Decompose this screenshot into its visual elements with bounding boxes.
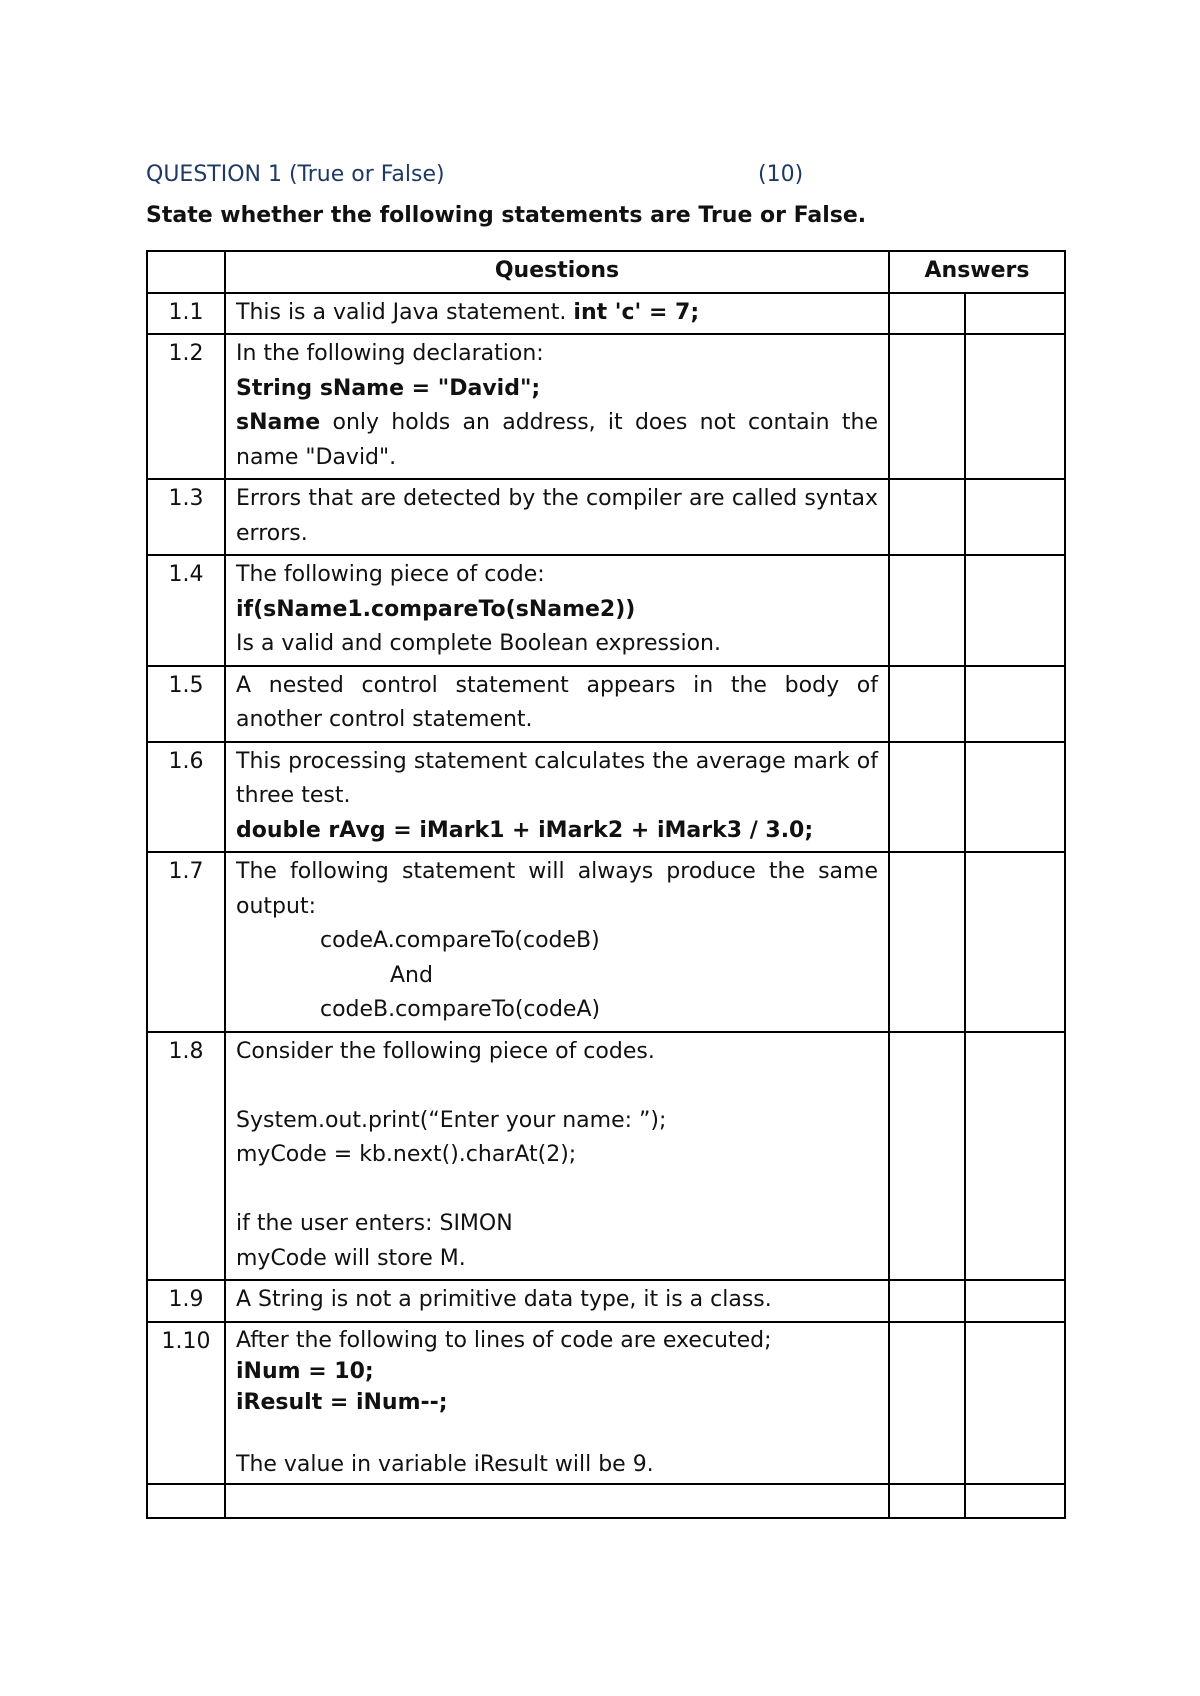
answer-cell[interactable]: [889, 666, 965, 742]
question-number: 1.1: [147, 293, 225, 335]
question-line: After the following to lines of code are executed;: [236, 1327, 772, 1353]
question-number: 1.6: [147, 742, 225, 853]
answer-cell[interactable]: [889, 555, 965, 666]
answer-cell[interactable]: [889, 852, 965, 1032]
answer-cell[interactable]: [965, 1280, 1065, 1322]
question-line: A nested control statement appears in the body of another control statement.: [236, 672, 878, 732]
answer-cell[interactable]: [965, 666, 1065, 742]
question-line: Consider the following piece of codes.: [236, 1038, 655, 1064]
question-line: Is a valid and complete Boolean expression.: [236, 631, 721, 656]
answer-cell[interactable]: [889, 479, 965, 555]
answer-cell[interactable]: [965, 1032, 1065, 1281]
instruction-text: State whether the following statements are True or False.: [146, 203, 867, 228]
question-text: [225, 334, 889, 479]
table-row: [147, 1032, 1065, 1281]
blank-line: [236, 1173, 878, 1208]
table-header-row: [147, 251, 1065, 293]
answer-cell[interactable]: [889, 1484, 965, 1518]
answers-header: Answers: [889, 251, 1065, 293]
answer-cell[interactable]: [965, 852, 1065, 1032]
code-snippet: iNum = 10;: [236, 1358, 374, 1384]
question-text: [225, 479, 889, 555]
connector-word: And: [390, 962, 433, 988]
question-line: The value in variable iResult will be 9.: [236, 1451, 654, 1477]
answer-cell[interactable]: [889, 1032, 965, 1281]
question-marks: (10): [758, 162, 804, 187]
question-text: [225, 666, 889, 742]
question-line: This processing statement calculates the average mark of three test.: [236, 748, 878, 808]
answer-cell[interactable]: [965, 293, 1065, 335]
code-line: codeB.compareTo(codeA): [320, 997, 601, 1022]
question-text: [225, 555, 889, 666]
question-text: [225, 293, 889, 335]
answer-cell[interactable]: [889, 293, 965, 335]
header-num-cell: [147, 251, 225, 293]
table-row: [147, 1322, 1065, 1484]
answer-cell[interactable]: [965, 334, 1065, 479]
question-line: This is a valid Java statement.: [236, 299, 567, 325]
table-row: [147, 1280, 1065, 1322]
question-line: if the user enters: SIMON: [236, 1211, 513, 1236]
question-number: 1.8: [147, 1032, 225, 1281]
question-line: The following piece of code:: [236, 562, 545, 587]
table-row: [147, 479, 1065, 555]
questions-header: Questions: [225, 251, 889, 293]
question-text: [225, 1280, 889, 1322]
question-text: [225, 1032, 889, 1281]
code-line: codeA.compareTo(codeB): [320, 928, 600, 953]
question-line: A String is not a primitive data type, it is a class.: [236, 1287, 772, 1312]
answer-cell[interactable]: [965, 479, 1065, 555]
empty-cell: [225, 1484, 889, 1518]
code-snippet: if(sName1.compareTo(sName2)): [236, 596, 636, 622]
code-line: System.out.print(“Enter your name: ”);: [236, 1107, 667, 1133]
question-header: [146, 162, 1066, 196]
code-line: myCode = kb.next().charAt(2);: [236, 1142, 577, 1167]
table-row: [147, 666, 1065, 742]
question-line: only holds an address, it does not contain the name "David".: [236, 410, 878, 470]
table-row: [147, 293, 1065, 335]
question-number: 1.2: [147, 334, 225, 479]
question-number: 1.5: [147, 666, 225, 742]
code-snippet: String sName = "David";: [236, 375, 541, 401]
answer-cell[interactable]: [889, 742, 965, 853]
code-snippet: iResult = iNum--;: [236, 1389, 448, 1415]
answer-cell[interactable]: [889, 1280, 965, 1322]
question-text: [225, 852, 889, 1032]
table-row: [147, 555, 1065, 666]
answer-cell[interactable]: [965, 742, 1065, 853]
answer-cell[interactable]: [889, 1322, 965, 1484]
code-snippet: sName: [236, 410, 321, 435]
answer-cell[interactable]: [965, 1322, 1065, 1484]
code-snippet: double rAvg = iMark1 + iMark2 + iMark3 / 3.0;: [236, 817, 814, 843]
question-line: The following statement will always produce the same output:: [236, 859, 878, 919]
table-row: [147, 852, 1065, 1032]
question-number: 1.4: [147, 555, 225, 666]
question-line: In the following declaration:: [236, 341, 544, 366]
question-number: 1.3: [147, 479, 225, 555]
questions-table: [146, 250, 1066, 1519]
question-number: 1.7: [147, 852, 225, 1032]
question-line: myCode will store M.: [236, 1245, 466, 1271]
question-title: QUESTION 1 (True or False): [146, 162, 445, 187]
answer-cell[interactable]: [889, 334, 965, 479]
code-snippet: int 'c' = 7;: [573, 299, 700, 325]
empty-row: [147, 1484, 1065, 1518]
question-number: 1.9: [147, 1280, 225, 1322]
empty-cell: [147, 1484, 225, 1518]
question-line: Errors that are detected by the compiler are called syntax errors.: [236, 486, 878, 546]
question-number: 1.10: [147, 1322, 225, 1484]
answer-cell[interactable]: [965, 1484, 1065, 1518]
blank-line: [236, 1069, 878, 1104]
table-row: [147, 334, 1065, 479]
question-text: [225, 1322, 889, 1484]
blank-line: [236, 1418, 878, 1449]
table-row: [147, 742, 1065, 853]
question-text: [225, 742, 889, 853]
answer-cell[interactable]: [965, 555, 1065, 666]
